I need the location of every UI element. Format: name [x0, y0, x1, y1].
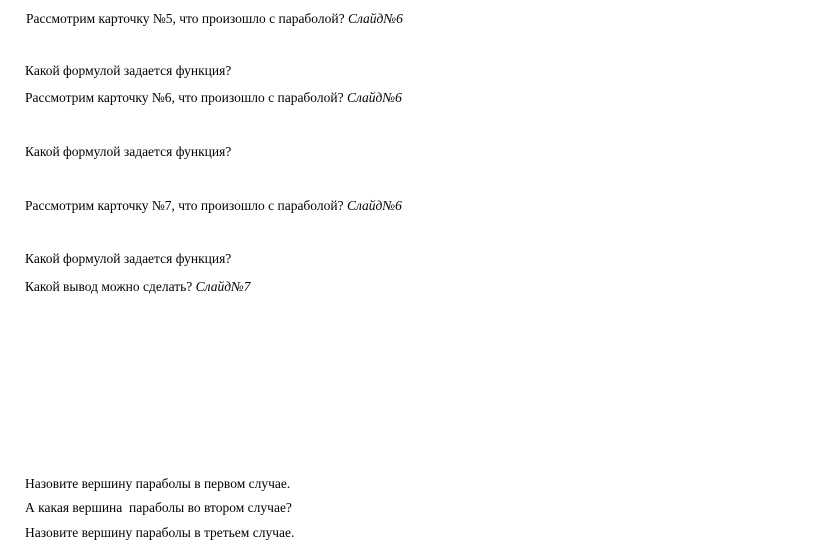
question-card-7 [25, 198, 402, 214]
slide-reference: Слайд№6 [346, 198, 402, 213]
question-text: Назовите вершину параболы в третьем случае. [25, 525, 295, 540]
slide-reference: Слайд№6 [347, 11, 403, 26]
question-formula-2 [25, 144, 231, 160]
question-formula-1 [25, 63, 231, 79]
slide-reference: Слайд№6 [346, 90, 402, 105]
slide-reference: Слайд№7 [195, 279, 251, 294]
question-formula-3 [25, 251, 231, 267]
question-text: Какой формулой задается функция? [25, 251, 232, 266]
question-text: Рассмотрим карточку №7, что произошло с параболой? [25, 198, 347, 213]
question-text: Какой вывод можно сделать? [25, 279, 196, 294]
question-text: Назовите вершину параболы в первом случае. [25, 476, 291, 491]
question-card-5 [26, 11, 403, 27]
question-text: А какая вершина параболы во втором случае? [25, 500, 292, 515]
question-text: Какой формулой задается функция? [25, 63, 232, 78]
question-vertex-3 [25, 525, 294, 541]
question-vertex-2 [25, 500, 292, 516]
question-text: Рассмотрим карточку №6, что произошло с параболой? [25, 90, 347, 105]
question-text: Какой формулой задается функция? [25, 144, 232, 159]
question-conclusion [25, 279, 251, 295]
question-text: Рассмотрим карточку №5, что произошло с параболой? [26, 11, 348, 26]
question-vertex-1 [25, 476, 290, 492]
question-card-6 [25, 90, 402, 106]
